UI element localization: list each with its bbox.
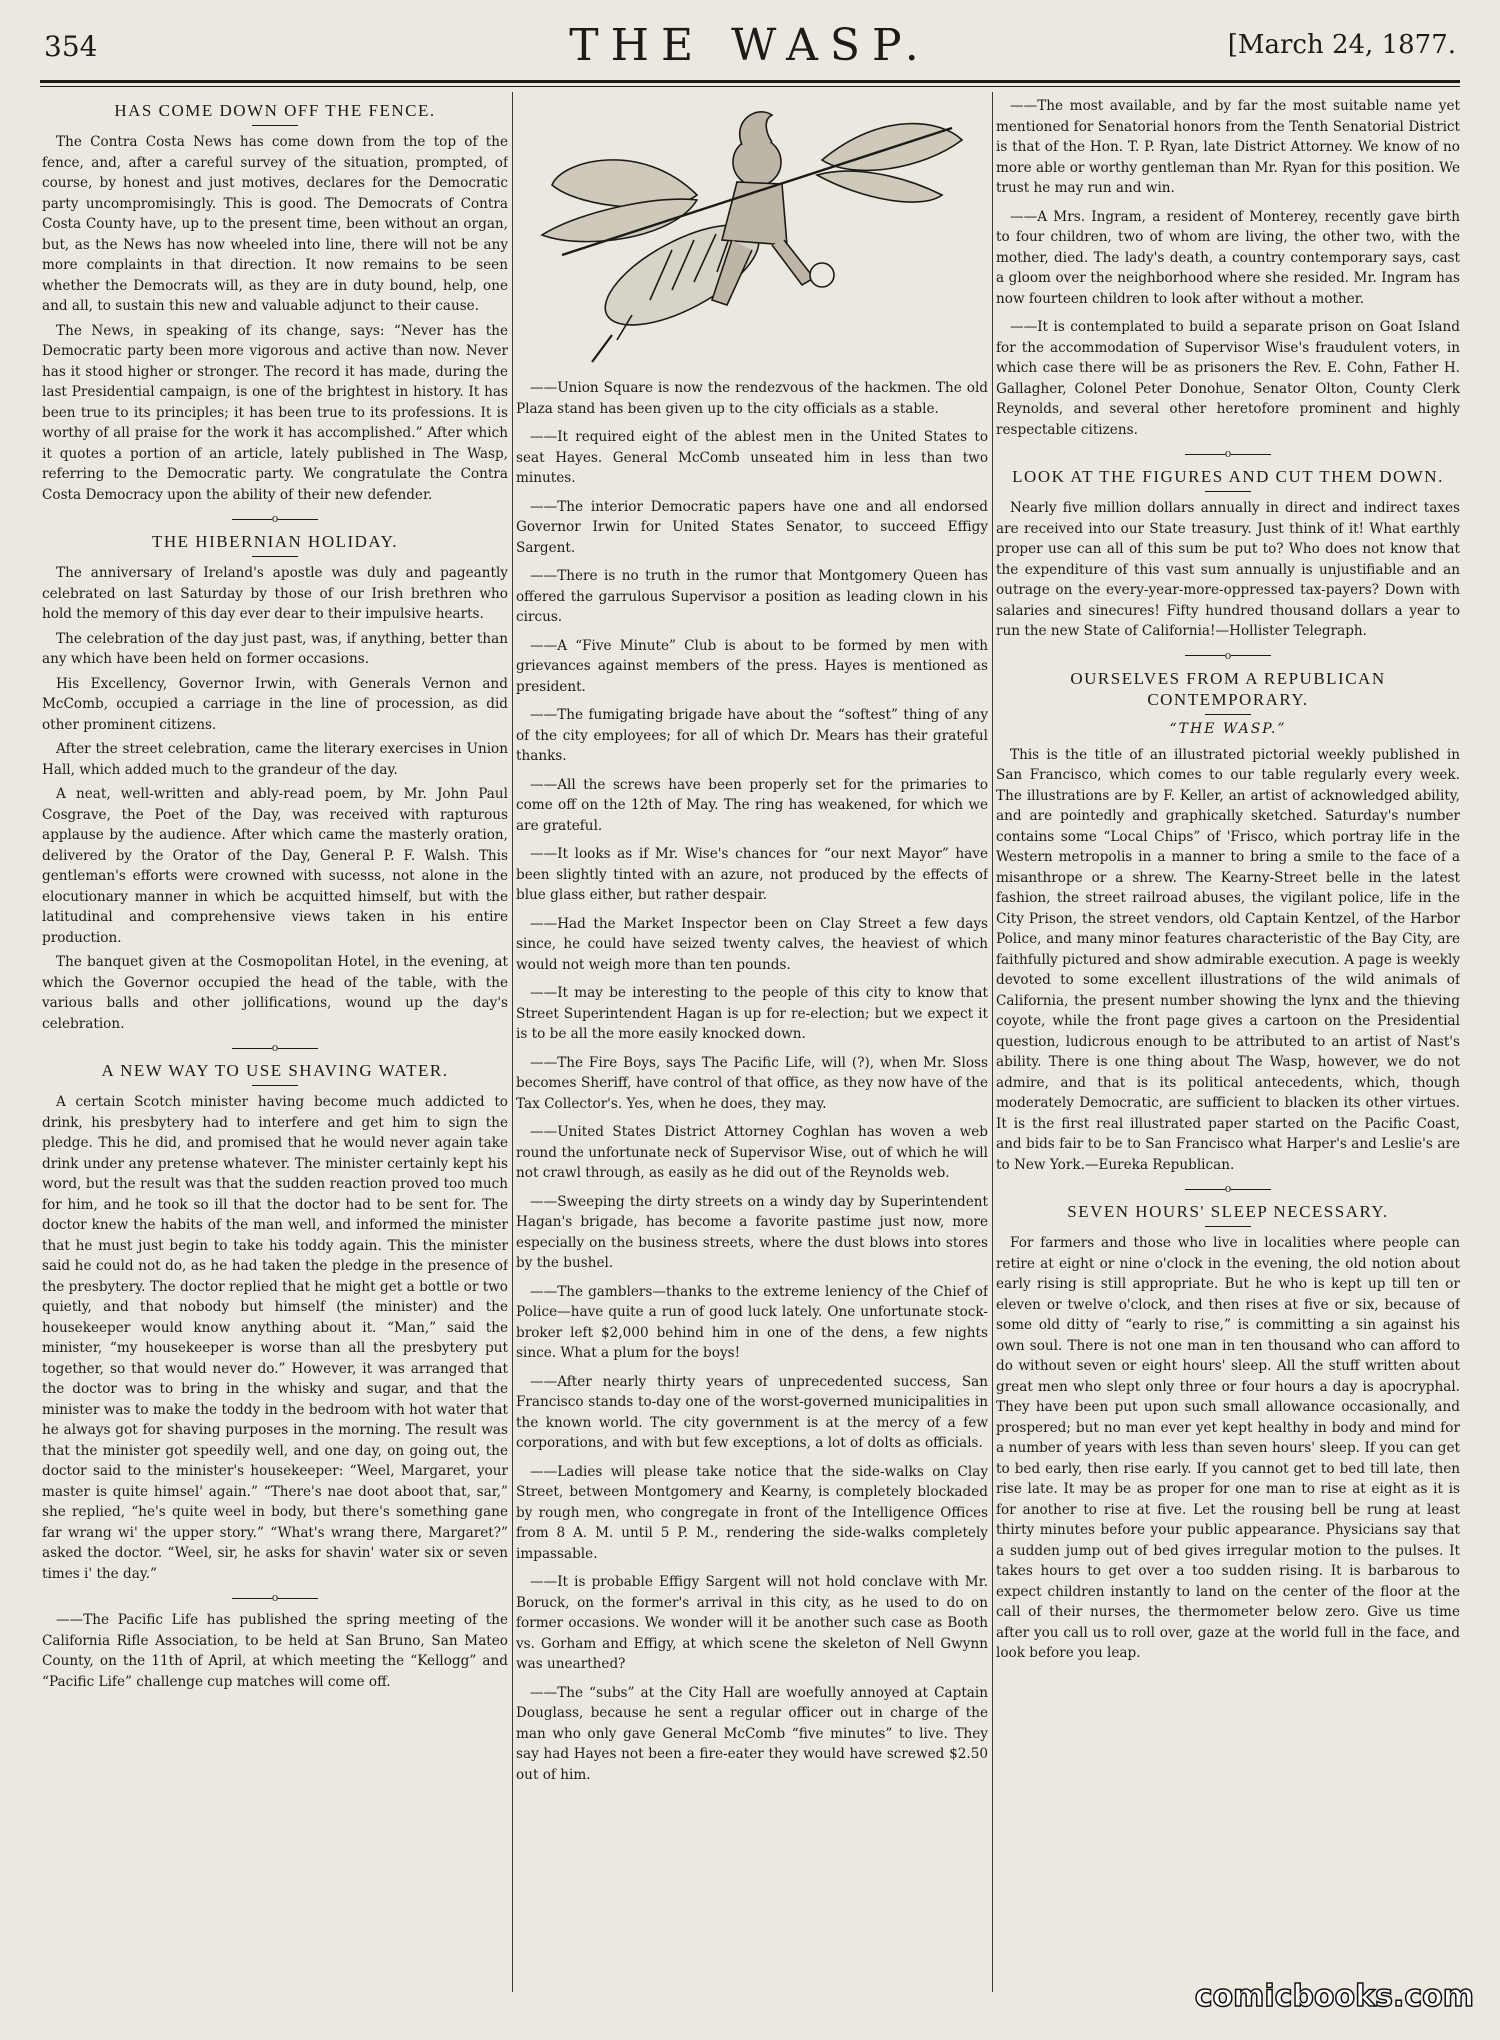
article-paragraph: A certain Scotch minister having become much addicted to drink, his presbytery had to interfere and get him to sign the pledge. This he did, and promised that he would never again take drink under any pretense whatever. The minister certainly kept his word, but the result was that the sudden reaction proved too much for him, and he took so ill that the doctor had to be sent for. The doctor knew the habits of the man well, and informed the minister that he must just begin to take his toddy again. This the minister said he could not do, as he had taken the pledge in the presence of the presbytery. The doctor replied that he might get a bottle or two quietly, and that nobody but himself (the minister) and the housekeeper would know anything about it. “Man,” said the minister, “my housekeeper is worse than all the presbytery put together, so that would never do.” However, it was arranged that the doctor was to bring in the whisky and sugar, and that the minister was to make the toddy in the bedroom with hot water that he always got for shaving purposes in the morning. The result was that the minister got speedily well, and one day, on going out, the doctor said to the minister's housekeeper: “Weel, Margaret, your master is quite himsel' again.” “There's nae doot aboot that, sar,” she replied, “he's quite weel in body, but there's something gane far wrang wi' the upper story.” “What's wrang there, Margaret?” asked the doctor. “Weel, sir, he asks for shavin' water six or seven times i' the day.” [42,1094,508,1582]
section-separator: o [996,448,1460,460]
news-item: ——It is probable Effigy Sargent will not hold conclave with Mr. Boruck, on the former's arrival in this city, as he used to do on former occasions. We wonder will it be another such case as Booth vs. Gorham and Effigy, at which scene the skeleton of Nell Gwynn was unearthed? [516,1574,988,1672]
article-heading: SEVEN HOURS' SLEEP NECESSARY. [1067,1202,1389,1221]
column-middle [516,96,988,1976]
heading-rule [252,556,298,557]
article-paragraph: Nearly five million dollars annually in direct and indirect taxes are received into our State treasury. Just think of it! What earthly proper use can all of this sum be put to? Who does not know that the expenditure of this vast sum annually is unjustifiable and an outrage on the every-year-more-oppressed tax-payers? Down with salaries and sinecures! Fifty hundred thousand dollars a year to run the new State of California!—Hollister Telegraph. [996,500,1460,639]
news-item: ——It is contemplated to build a separate prison on Goat Island for the accommodation of Supervisor Wise's fraudulent voters, in which case there will be as prisoners the Rev. E. Cohn, Father H. Gallagher, Colonel Peter Donohue, Senator Olton, County Clerk Reynolds, and several other heretofore prominent and highly respectable citizens. [996,319,1460,438]
section-separator: o [996,650,1460,662]
cartoon-illustration [522,100,982,372]
column-left [42,96,508,1976]
heading-rule [252,125,298,126]
news-item: ——There is no truth in the rumor that Montgomery Queen has offered the garrulous Supervisor a position as leading clown in his circus. [516,568,988,625]
watermark-logo: comicbooks.com [1194,1979,1474,2014]
heading-rule [252,1085,298,1086]
news-items-list [516,378,988,1785]
news-item: ——A “Five Minute” Club is about to be formed by men with grievances against members of the press. Hayes is mentioned as president. [516,637,988,695]
news-item: ——Union Square is now the rendezvous of the hackmen. The old Plaza stand has been given up to the city officials as a stable. [516,380,988,417]
article-paragraph: The anniversary of Ireland's apostle was duly and pageantly celebrated on last Saturday by those of our Irish brethren who hold the memory of this day ever dear to their impulsive hearts. [42,565,508,622]
column-divider [512,92,513,1992]
news-item: ——Sweeping the dirty streets on a windy day by Superintendent Hagan's brigade, has become a favorite pastime just now, more especially on the business streets, where the dust blows into stores by the bushel. [516,1193,988,1271]
news-item: ——After nearly thirty years of unprecedented success, San Francisco stands to-day one of the worst-governed municipalities in the known world. The city government is at the mercy of a few corporations, and with but few exceptions, a lot of dolts as officials. [516,1373,988,1451]
news-item: ——The “subs” at the City Hall are woefully annoyed at Captain Douglass, because he sent a regular officer out in charge of the man who only gave General McComb “five minutes” to live. They say had Hayes not been a fire-eater they would have screwed $2.50 out of him. [516,1684,988,1783]
article-heading: HAS COME DOWN OFF THE FENCE. [114,101,436,120]
article-paragraph: This is the title of an illustrated pictorial weekly published in San Francisco, which comes to our table regularly every week. The illustrations are by F. Keller, an artist of acknowledged ability, and are pointedly and graphically sketched. Saturday's number contains some “Local Chips” of 'Frisco, which portray life in the Western metropolis in a manner to bring a smile to the face of a misanthrope or a shrew. The Kearny-Street belle in the latest fashion, the street railroad abuses, the vigilant police, life in the City Prison, the street vendors, old Captain Kentzel, of the Harbor Police, and many minor features characteristic of the Bay City, are faithfully pictured and show admirable execution. A page is weekly devoted to some excellent illustrations of the wild animals of California, the present number showing the lynx and the thieving coyote, while the front page gives a cartoon on the Presidential question, ludicrous enough to be attributed to an artist of Nast's ability. There is one thing about The Wasp, however, we do not admire, and that is its political antecedents, which, though moderately Democratic, are sufficient to blacken its other virtues. It is the first real illustrated paper started on the Pacific Coast, and bids fair to be to San Francisco what Harper's and Leslie's are to New York.—Eureka Republican. [996,746,1460,1173]
news-item: ——The Fire Boys, says The Pacific Life, will (?), when Mr. Sloss becomes Sheriff, have control of that office, as they now have of the Tax Collector's. Yes, when he does, they may. [516,1054,988,1112]
section-separator: o [42,513,508,525]
news-item: ——A Mrs. Ingram, a resident of Monterey, recently gave birth to four children, two of whom are living, the other two, with the mother, died. The lady's death, a country contemporary says, cast a gloom over the neighborhood where she resided. Mr. Ingram has now fourteen children to look after without a mother. [996,208,1460,307]
page-number: 354 [44,30,98,63]
news-item: ——United States District Attorney Coghlan has woven a web round the unfortunate neck of Supervisor Wise, out of which he will not crawl through, as easily as he did out of the Reynolds web. [516,1124,988,1181]
article-paragraph: For farmers and those who live in localities where people can retire at eight or nine o'clock in the evening, the old notion about early rising is still appropriate. But he who is kept up till ten or eleven or twelve o'clock, and then rises at five or six, because of some old ditty of “early to rise,” is committing a sin against his own soul. There is not one man in ten thousand who can afford to do without seven or eight hours' sleep. All the stuff written about great men who slept only three or four hours a day is apocryphal. They have been put upon such small allowance occasionally, and prospered; but no man ever yet kept healthy in body and mind for a number of years with less than seven hours' sleep. If you can get to bed early, then rise early. If you cannot get to bed till late, then rise late. It may be as proper for one man to rise at eight as it is for another to rise at five. Let the rousing bell be rung at least thirty minutes before your public appearance. Physicians say that a sudden jump out of bed gives irregular motion to the pulses. It takes hours to get over a too sudden rising. It is barbarous to expect children instantly to land on the center of the floor at the call of their nurses, the thermometer below zero. Give us time after you call us to roll over, gaze at the world full in the face, and look before you leap. [996,1235,1460,1661]
news-item: ——It looks as if Mr. Wise's chances for “our next Mayor” have been slightly tinted with an azure, not produced by the effects of blue glass either, but rather despair. [516,846,988,903]
section-separator: o [42,1042,508,1054]
header-rule-thick [40,80,1460,83]
article-heading: THE HIBERNIAN HOLIDAY. [152,532,398,551]
news-item: ——It required eight of the ablest men in the United States to seat Hayes. General McComb unseated him in less than two minutes. [516,429,988,486]
news-item: ——The fumigating brigade have about the “softest” thing of any of the city employees; for all of which Dr. Mears has their grateful thanks. [516,707,988,764]
article-subtitle: “THE WASP.” [1169,720,1287,737]
masthead-title: THE WASP. [569,20,931,71]
article-paragraph: The banquet given at the Cosmopolitan Hotel, in the evening, at which the Governor occupied the head of the table, with the various balls and other jollifications, wound up the day's celebration. [42,954,508,1032]
article-paragraph: A neat, well-written and ably-read poem, by Mr. John Paul Cosgrave, the Poet of the Day, was received with rapturous applause by the audience. After which came the masterly oration, delivered by the Orator of the Day, General P. F. Walsh. This gentleman's efforts were crowned with sucesss, not alone in the elocutionary manner in which be acquitted himself, but with the latitudinal and comprehensive views taken in his entire production. [42,786,508,946]
heading-rule [1205,1226,1251,1227]
article-heading: LOOK AT THE FIGURES AND CUT THEM DOWN. [1012,467,1444,486]
article-paragraph: The Contra Costa News has come down from the top of the fence, and, after a careful survey of the situation, prompted, of course, by honest and just motives, declares for the Democratic party uncompromisingly. This is good. The Democrats of Contra Costa County have, up to the present time, been without an organ, but, as the News has now wheeled into line, there will not be any more complaints in that direction. It now remains to be seen whether the Democrats will, as they are in duty bound, help, one and all, to sustain this new and valuable adjunct to their cause. [42,134,508,314]
heading-rule [1205,491,1251,492]
article-paragraph: The celebration of the day just past, was, if anything, better than any which have been held on former occasions. [42,630,508,667]
section-separator: o [996,1183,1460,1195]
header-rule-thin [40,86,1460,87]
page-header [40,18,1460,78]
heading-rule [1205,714,1251,715]
news-item: ——The gamblers—thanks to the extreme leniency of the Chief of Police—have quite a run of good luck lately. One unfortunate stock-broker left $2,000 behind him in one of the dens, a few nights since. What a plum for the boys! [516,1283,988,1361]
column-right [996,96,1460,1976]
article-heading: A NEW WAY TO USE SHAVING WATER. [101,1061,449,1080]
news-item: ——The most available, and by far the most suitable name yet mentioned for Senatorial honors from the Tenth Senatorial District is that of the Hon. T. P. Ryan, late District Attorney. We know of no more able or worthy gentleman than Mr. Ryan for this position. We trust he may run and win. [996,98,1460,196]
news-item: ——Ladies will please take notice that the side-walks on Clay Street, between Montgomery and Kearny, is completely blockaded by rough men, who congregate in front of the Intelligence Offices from 8 A. M. until 5 P. M., rendering the side-walks completely impassable. [516,1463,988,1562]
section-separator: o [42,1592,508,1604]
article-heading: OURSELVES FROM A REPUBLICAN CONTEMPORARY. [1070,668,1386,709]
news-item: ——Had the Market Inspector been on Clay Street a few days since, he could have seized twenty calves, the heaviest of which would not weigh more than ten pounds. [516,915,988,973]
article-paragraph: His Excellency, Governor Irwin, with Generals Vernon and McComb, occupied a carriage in the line of procession, as did other prominent citizens. [42,675,508,733]
column-divider [992,92,993,1992]
article-paragraph: The News, in speaking of its change, says: “Never has the Democratic party been more vigorous and active than now. Never has it stood higher or stronger. The record it has made, during the last Presidential campaign, is one of the brightest in history. It has been true to its principles; it has been true to its professions. It is worthy of all praise for the work it has accomplished.” After which it quotes a portion of an article, lately published in The Wasp, referring to the Democratic party. We congratulate the Contra Costa Democracy upon the ability of their new defender. [42,322,508,503]
rider-figure [712,112,834,305]
news-item: ——The Pacific Life has published the spring meeting of the California Rifle Association, to be held at San Bruno, San Mateo County, on the 11th of April, at which meeting the “Kellogg” and “Pacific Life” challenge cup matches will come off. [42,1612,508,1690]
news-item: ——The interior Democratic papers have one and all endorsed Governor Irwin for United States Senator, to succeed Effigy Sargent. [516,498,988,556]
news-item: ——It may be interesting to the people of this city to know that Street Superintendent Hagan is up for re-election; but we expect it is to be all the more easily knocked down. [516,985,988,1042]
news-item: ——All the screws have been properly set for the primaries to come off on the 12th of May. The ring has weakened, for which we are grateful. [516,776,988,834]
article-paragraph: After the street celebration, came the literary exercises in Union Hall, which added much to the grandeur of the day. [42,741,508,778]
issue-date: [March 24, 1877. [1227,30,1456,60]
